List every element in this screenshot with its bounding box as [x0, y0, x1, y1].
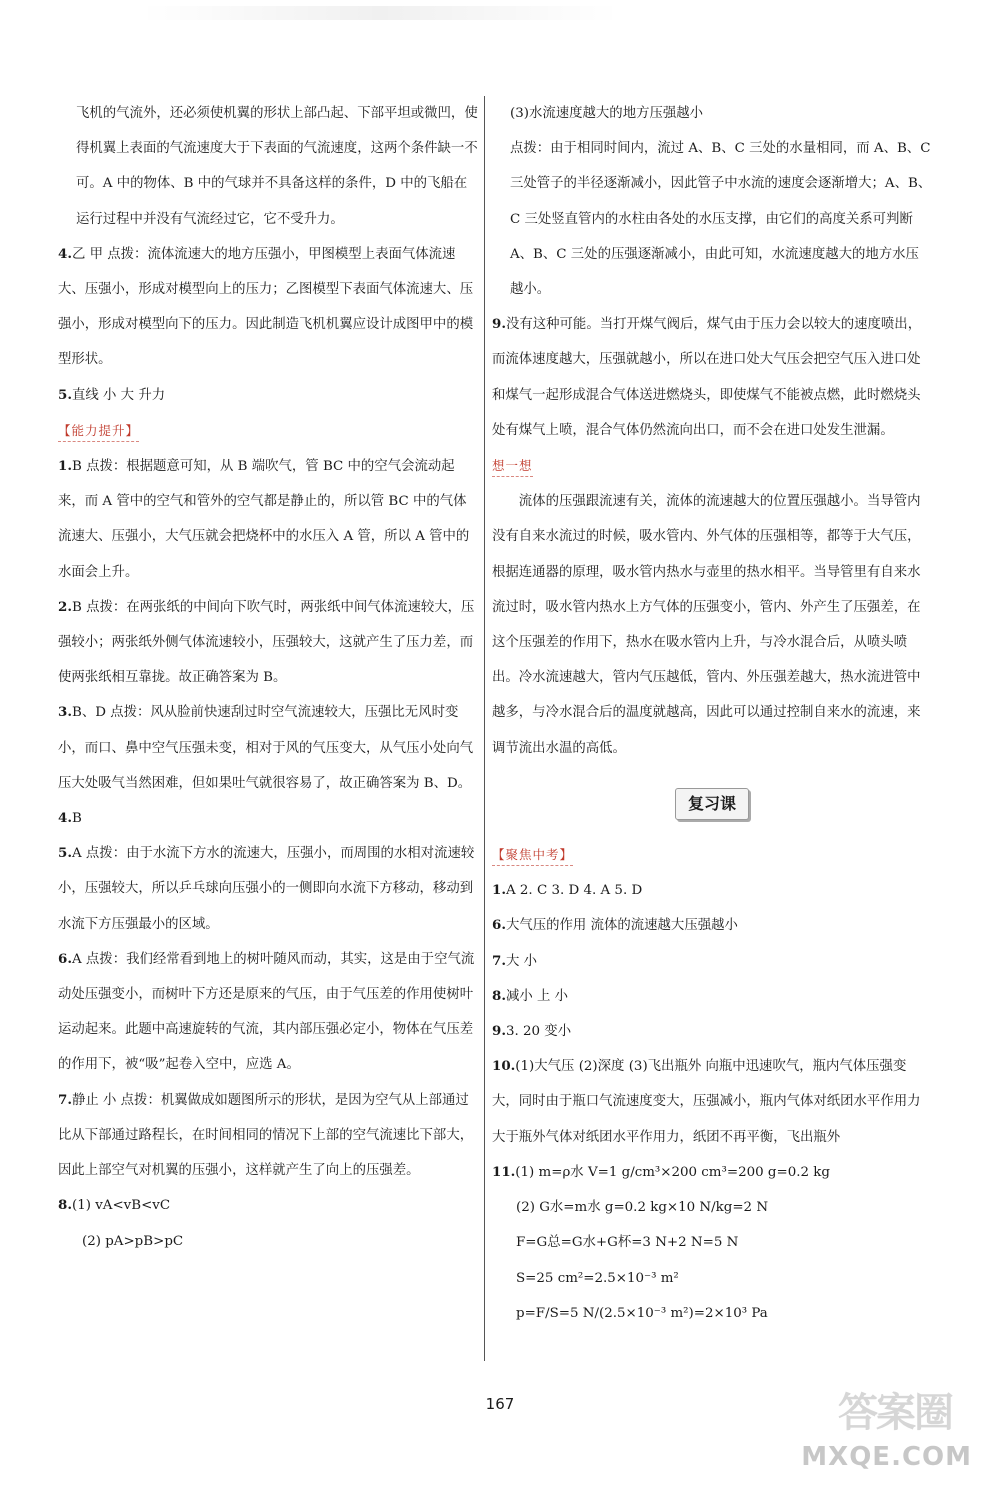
answer-text: 减小 上 小: [505, 988, 569, 1004]
answer-number: 9.: [492, 316, 506, 333]
answer-text: (1) m=ρ水 V=1 g/cm³×200 cm³=200 g=0.2 kg: [515, 1164, 830, 1180]
answer-number: 6.: [58, 950, 72, 967]
answer-number: 1.: [58, 458, 72, 475]
answer-number: 11.: [492, 1163, 516, 1180]
review-title: 复习课: [675, 788, 749, 820]
answer-text: (1) vA<vB<vC: [71, 1198, 171, 1214]
answer-item: [58, 1188, 478, 1223]
answer-number: 4.: [58, 245, 72, 262]
answer-item: [58, 237, 478, 378]
answer-text: B 点拨：根据题意可知，从 B 端吹气，管 BC 中的空气会流动起来，而 A 管中的空气和管外的空气都是静止的，所以管 BC 中的气体流速大、压强小，大气压就会把烧杯中的水压入 A 管，所以 A 管中的水面会上升。: [58, 459, 470, 580]
answer-number: 7.: [58, 1091, 72, 1108]
answer-text: S=25 cm²=2.5×10⁻³ m²: [516, 1270, 679, 1286]
answer-text: 3. 20 变小: [505, 1024, 572, 1040]
answer-number: 4.: [58, 810, 72, 827]
answer-text: p=F/S=5 N/(2.5×10⁻³ m²)=2×10³ Pa: [516, 1305, 768, 1321]
answer-item: [492, 944, 932, 979]
answer-item: [492, 1261, 932, 1296]
right-top-section: [492, 96, 932, 766]
answer-number: 1.: [492, 882, 506, 899]
answer-item: [58, 96, 478, 237]
answer-item: [492, 1049, 932, 1155]
answer-text: (2) pA>pB>pC: [82, 1233, 184, 1249]
answer-item: [492, 96, 932, 131]
answer-item: [492, 131, 932, 307]
review-section-header: [492, 788, 932, 823]
answer-item: [58, 836, 478, 942]
answer-number: 9.: [492, 1023, 506, 1040]
answer-item: [492, 307, 932, 448]
answer-text: A 点拨：由于水流下方水的流速大，压强小，而周围的水相对流速较小，压强较大，所以乒乓球向压强小的一侧即向水流下方移动，移动到水流下方压强最小的区域。: [58, 846, 475, 932]
left-column: [58, 96, 478, 1259]
answer-item: [58, 1083, 478, 1189]
answer-item: [492, 873, 932, 908]
answer-number: 5.: [58, 845, 72, 862]
answer-item: [492, 1296, 932, 1331]
answer-text: B 点拨：在两张纸的中间向下吹气时，两张纸中间气体流速较大，压强较小；两张纸外侧气体流速较小，压强较大，这就产生了压力差，而使两张纸相互靠拢。故正确答案为 B。: [58, 599, 475, 686]
watermark-logo: [801, 1378, 982, 1478]
section-heading: [58, 413, 478, 449]
answer-number: 5.: [58, 386, 72, 403]
right-column: [492, 96, 932, 1331]
answer-text: 直线 小 大 升力: [71, 387, 166, 403]
section-heading: [492, 448, 932, 484]
answer-text: A 点拨：我们经常看到地上的树叶随风而动，其实，这是由于空气流动处压强变小，而树叶下方还是原来的气压，由于气压差的作用使树叶运动起来。此题中高速旋转的气流，其内部压强必定小，物体在气压差的作用下，被“吸”起卷入空中，应选 A。: [58, 951, 475, 1073]
answer-text: (3)水流速度越大的地方压强越小: [510, 106, 704, 121]
page-number: 167: [485, 1395, 515, 1413]
column-divider: [484, 96, 485, 1361]
answer-item: [58, 378, 478, 413]
answer-number: 8.: [58, 1197, 72, 1214]
answer-number: 8.: [492, 987, 506, 1004]
answer-item: [58, 1224, 478, 1259]
answer-text: 点拨：由于相同时间内，流过 A、B、C 三处的水量相同，而 A、B、C 三处管子的半径逐渐减小，因此管子中水流的速度会逐渐增大；A、B、C 三处竖直管内的水柱由各处的水压支撑，由它们的高度关系可判断 A、B、C 三处的压强逐渐减小，由此可知，水流速度越大的地方水压越小。: [510, 141, 932, 298]
answer-text: A 2. C 3. D 4. A 5. D: [505, 883, 643, 899]
answer-item: [492, 979, 932, 1014]
answer-text: B: [71, 811, 82, 827]
answer-item: [492, 484, 932, 766]
answer-text: 没有这种可能。当打开煤气阀后，煤气由于压力会以较大的速度喷出，而流体速度越大，压强就越小，所以在进口处大气压会把空气压入进口处和煤气一起形成混合气体送进燃烧头，即使煤气不能被点燃，此时燃烧头处有煤气上喷，混合气体仍然流向出口，而不会在进口处发生泄漏。: [492, 317, 922, 438]
answer-item: [492, 1014, 932, 1049]
answer-text: (2) G水=m水 g=0.2 kg×10 N/kg=2 N: [516, 1200, 769, 1216]
section-heading: [492, 837, 932, 873]
answer-text: F=G总=G水+G杯=3 N+2 N=5 N: [516, 1235, 739, 1251]
answer-number: 3.: [58, 704, 72, 721]
section-tag: 想一想: [492, 456, 533, 477]
answer-item: [58, 590, 478, 696]
answer-item: [492, 908, 932, 943]
answer-text: 流体的压强跟流速有关，流体的流速越大的位置压强越小。当导管内没有自来水流过的时候，吸水管内、外气体的压强相等，都等于大气压，根据连通器的原理，吸水管内热水与壶里的热水相平。当导管里有自来水流过时，吸水管内热水上方气体的压强变小，管内、外产生了压强差，在这个压强差的作用下，热水在吸水管内上升，与冷水混合后，从喷头喷出。冷水流速越大，管内气压越低，管内、外压强差越大，热水流进管中越多，与冷水混合后的温度就越高，因此可以通过控制自来水的流速，来调节流出水温的高低。: [492, 494, 921, 756]
answer-item: [492, 1225, 932, 1260]
answer-text: 大气压的作用 流体的流速越大压强越小: [505, 918, 738, 934]
answer-text: (1)大气压 (2)深度 (3)飞出瓶外 向瓶中迅速吹气，瓶内气体压强变大，同时由于瓶口气流速度变大，压强减小，瓶内气体对纸团水平作用力大于瓶外气体对纸团水平作用力，纸团不再平衡，飞出瓶外: [492, 1059, 921, 1145]
answer-text: B、D 点拨：风从脸前快速刮过时空气流速较大，压强比无风时变小，而口、鼻中空气压强未变，相对于风的气压变大，从气压小处向气压大处吸气当然困难，但如果吐气就很容易了，故正确答案为 B、D。: [58, 705, 474, 791]
answer-item: [492, 1190, 932, 1225]
scan-smudge: [140, 6, 620, 20]
answer-item: [58, 942, 478, 1083]
right-bottom-section: [492, 837, 932, 1331]
answer-item: [58, 695, 478, 801]
watermark-site: MXQE.COM: [801, 1442, 972, 1472]
answer-number: 2.: [58, 598, 72, 615]
answer-item: [58, 801, 478, 836]
section-tag: 【聚焦中考】: [492, 845, 573, 866]
answer-item: [492, 1155, 932, 1190]
answer-item: [58, 449, 478, 590]
answer-text: 乙 甲 点拨：流体流速大的地方压强小，甲图模型上表面气体流速大、压强小，形成对模型向上的压力；乙图模型下表面气体流速大、压强小，形成对模型向下的压力。因此制造飞机机翼应设计成图甲中的模型形状。: [58, 246, 474, 368]
watermark-brand: 答案圈: [838, 1390, 952, 1436]
answer-text: 大 小: [505, 953, 538, 969]
section-tag: 【能力提升】: [58, 421, 139, 442]
answer-number: 10.: [492, 1058, 516, 1075]
answer-number: 6.: [492, 917, 506, 934]
answer-text: 静止 小 点拨：机翼做成如题图所示的形状，是因为空气从上部通过比从下部通过路程长，在时间相同的情况下上部的空气流速比下部大，因此上部空气对机翼的压强小，这样就产生了向上的压强差。: [58, 1092, 474, 1179]
answer-text: 飞机的气流外，还必须使机翼的形状上部凸起、下部平坦或微凹，使得机翼上表面的气流速度大于下表面的气流速度，这两个条件缺一不可。A 中的物体、B 中的气球并不具备这样的条件，D 中的飞船在运行过程中并没有气流经过它，它不受升力。: [76, 106, 478, 227]
answer-number: 7.: [492, 952, 506, 969]
